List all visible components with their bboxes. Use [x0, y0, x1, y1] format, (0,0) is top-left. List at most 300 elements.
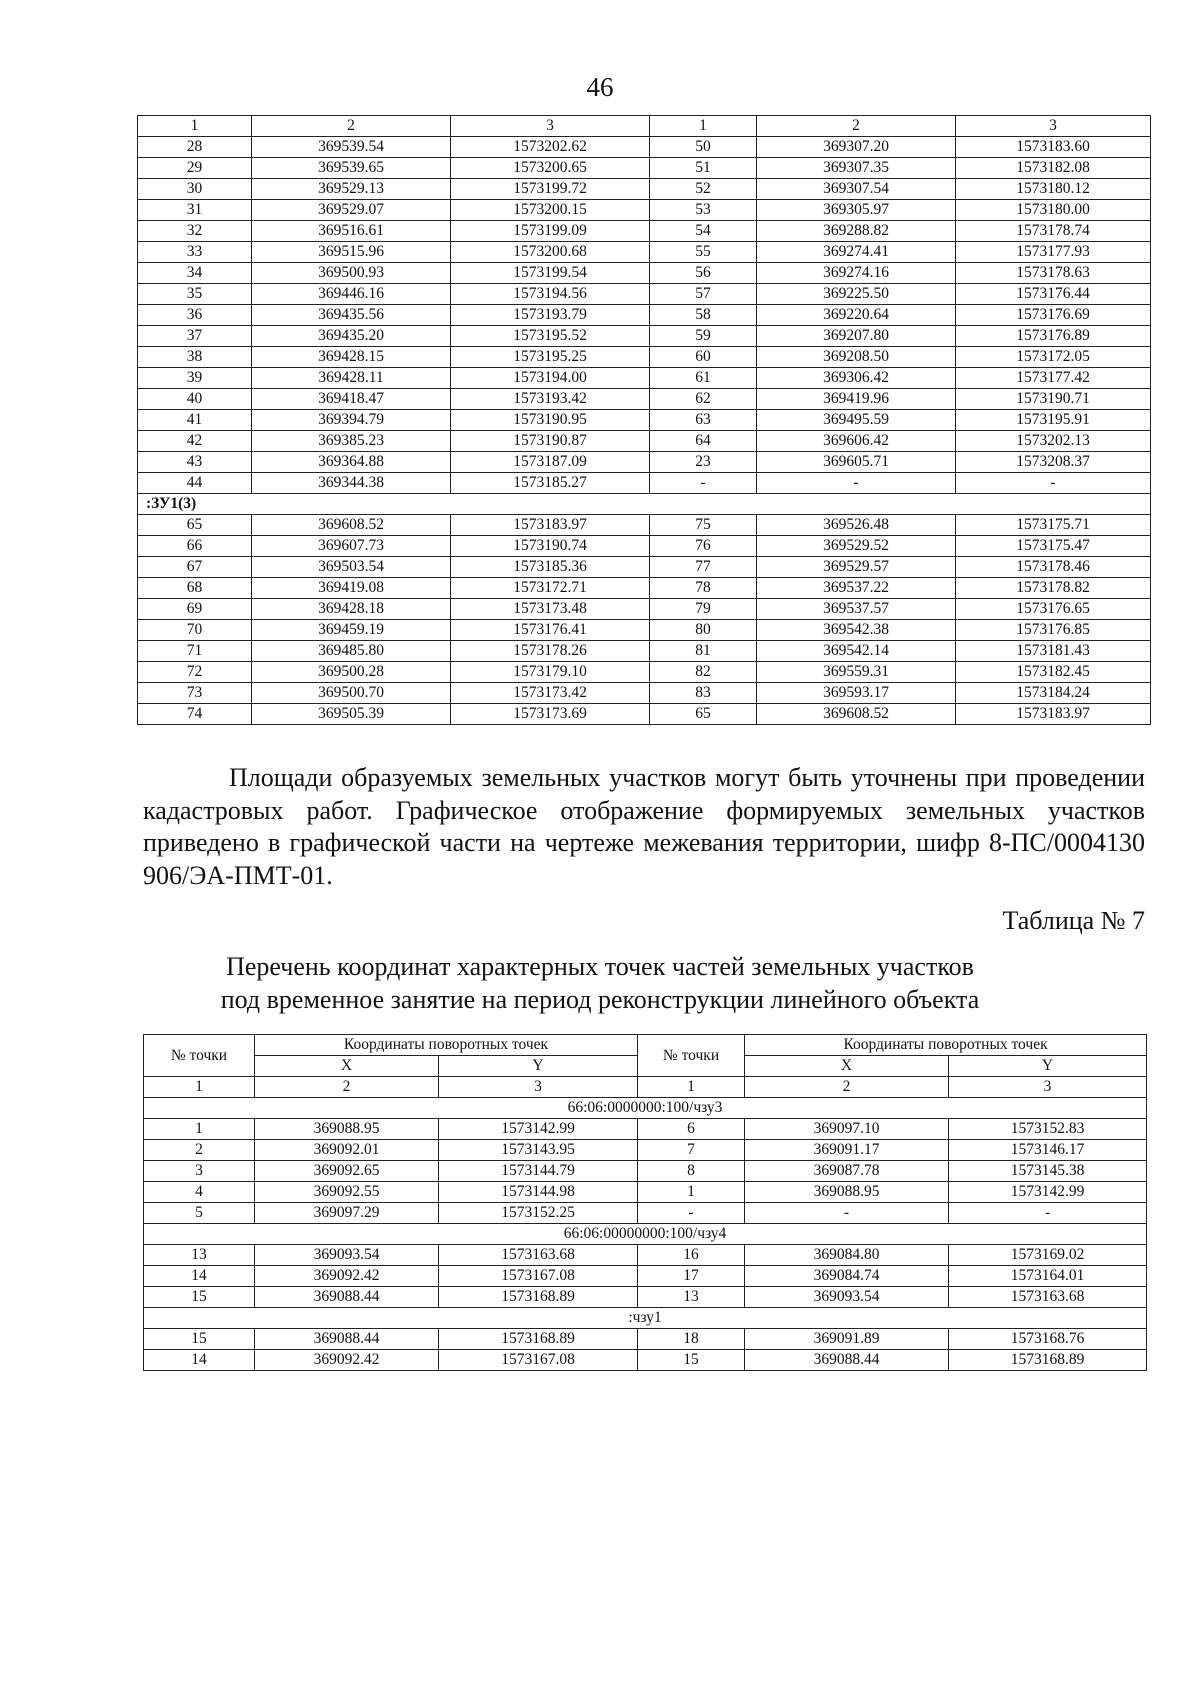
table-cell: 1573163.68: [949, 1287, 1147, 1308]
table-cell: 2: [144, 1140, 255, 1161]
table-cell: -: [949, 1203, 1147, 1224]
table-cell: 1573173.48: [451, 599, 650, 620]
table-cell: 1573190.95: [451, 410, 650, 431]
table-cell: 1573168.89: [439, 1329, 638, 1350]
table-cell: 369092.65: [255, 1161, 439, 1182]
table-cell: 1573183.60: [956, 137, 1151, 158]
table-cell: 1573178.26: [451, 641, 650, 662]
table-cell: 1573194.00: [451, 368, 650, 389]
column-number-row: [138, 116, 1151, 137]
table-cell: 23: [650, 452, 757, 473]
table-cell: 1573145.38: [949, 1161, 1147, 1182]
table-cell: 81: [650, 641, 757, 662]
table-cell: 369306.42: [757, 368, 956, 389]
table-cell: 369097.10: [745, 1119, 949, 1140]
table-cell: 1573185.36: [451, 557, 650, 578]
table-cell: -: [745, 1203, 949, 1224]
table-cell: 78: [650, 578, 757, 599]
table-row: [138, 284, 1151, 305]
table-number-label: Таблица № 7: [1002, 906, 1145, 935]
table-cell: 369593.17: [757, 683, 956, 704]
table-cell: 1573173.42: [451, 683, 650, 704]
table-cell: 369207.80: [757, 326, 956, 347]
table-row: [138, 557, 1151, 578]
section-label: 66:06:00000000:100/чзу4: [144, 1224, 1147, 1245]
table-cell: 1573152.83: [949, 1119, 1147, 1140]
table-cell: 1573163.68: [439, 1245, 638, 1266]
table-cell: 1573177.42: [956, 368, 1151, 389]
table-cell: 68: [138, 578, 252, 599]
table-cell: 1573190.71: [956, 389, 1151, 410]
table-row: [144, 1350, 1147, 1371]
table-cell: 1573175.47: [956, 536, 1151, 557]
table-cell: 3: [144, 1161, 255, 1182]
table-cell: 369608.52: [252, 515, 451, 536]
table-cell: 16: [638, 1245, 745, 1266]
table-cell: 18: [638, 1329, 745, 1350]
table-cell: 1573152.25: [439, 1203, 638, 1224]
table-cell: 369516.61: [252, 221, 451, 242]
section-row: [138, 494, 1151, 515]
table-cell: 369500.70: [252, 683, 451, 704]
table-row: [138, 242, 1151, 263]
table-title-line-1: Перечень координат характерных точек частей земельных участков: [226, 952, 974, 981]
table-cell: 369087.78: [745, 1161, 949, 1182]
table-cell: 369428.18: [252, 599, 451, 620]
table-row: [138, 158, 1151, 179]
table-cell: 369459.19: [252, 620, 451, 641]
table-cell: 67: [138, 557, 252, 578]
table-row: [144, 1266, 1147, 1287]
table-cell: 369495.59: [757, 410, 956, 431]
table-cell: 65: [650, 704, 757, 725]
table-cell: 369505.39: [252, 704, 451, 725]
table-cell: 369607.73: [252, 536, 451, 557]
table-row: [138, 368, 1151, 389]
table-cell: 369092.42: [255, 1266, 439, 1287]
table-cell: -: [638, 1203, 745, 1224]
table-cell: 1: [650, 116, 757, 137]
table-header-row: [144, 1035, 1147, 1056]
table-cell: 369419.08: [252, 578, 451, 599]
table-cell: 58: [650, 305, 757, 326]
table-cell: 369606.42: [757, 431, 956, 452]
table-cell: 1573143.95: [439, 1140, 638, 1161]
table-cell: 369394.79: [252, 410, 451, 431]
table-cell: 30: [138, 179, 252, 200]
table-cell: 3: [439, 1077, 638, 1098]
temporary-table-body: [144, 1035, 1147, 1371]
table-cell: 2: [255, 1077, 439, 1098]
table-cell: 6: [638, 1119, 745, 1140]
table-cell: 369091.89: [745, 1329, 949, 1350]
table-cell: 369092.01: [255, 1140, 439, 1161]
table-cell: 1: [144, 1077, 255, 1098]
table-cell: 369220.64: [757, 305, 956, 326]
table-cell: 369608.52: [757, 704, 956, 725]
table-cell: 369084.80: [745, 1245, 949, 1266]
table-row: [144, 1140, 1147, 1161]
table-row: [138, 578, 1151, 599]
table-cell: 369428.11: [252, 368, 451, 389]
table-cell: 1573180.12: [956, 179, 1151, 200]
table-cell: 369526.48: [757, 515, 956, 536]
table-cell: 1573176.44: [956, 284, 1151, 305]
table-cell: 1573195.52: [451, 326, 650, 347]
table-row: [138, 536, 1151, 557]
table-cell: 1573195.91: [956, 410, 1151, 431]
table-row: [138, 389, 1151, 410]
table-cell: 1573178.46: [956, 557, 1151, 578]
table-cell: 369088.95: [255, 1119, 439, 1140]
table-cell: 38: [138, 347, 252, 368]
table-cell: 51: [650, 158, 757, 179]
table-cell: 1573184.24: [956, 683, 1151, 704]
section-label: :чзу1: [144, 1308, 1147, 1329]
table-row: [138, 221, 1151, 242]
table-cell: 79: [650, 599, 757, 620]
table-cell: 14: [144, 1350, 255, 1371]
table-cell: 50: [650, 137, 757, 158]
table-cell: 1573195.25: [451, 347, 650, 368]
table-cell: 1573172.71: [451, 578, 650, 599]
table-cell: 44: [138, 473, 252, 494]
table-cell: 37: [138, 326, 252, 347]
table-cell: 1573187.09: [451, 452, 650, 473]
point-number-header: № точки: [638, 1035, 745, 1077]
table-cell: 1573199.72: [451, 179, 650, 200]
coordinates-header: Координаты поворотных точек: [255, 1035, 638, 1056]
table-cell: 369529.52: [757, 536, 956, 557]
table-cell: 32: [138, 221, 252, 242]
table-cell: 369542.14: [757, 641, 956, 662]
table-cell: 1573180.00: [956, 200, 1151, 221]
table-cell: 1573142.99: [439, 1119, 638, 1140]
table-cell: 1573168.89: [439, 1287, 638, 1308]
table-cell: 1573176.65: [956, 599, 1151, 620]
table-cell: 1573167.08: [439, 1266, 638, 1287]
table-cell: 1573183.97: [451, 515, 650, 536]
table-cell: 369092.42: [255, 1350, 439, 1371]
table-cell: 15: [638, 1350, 745, 1371]
table-cell: 53: [650, 200, 757, 221]
table-cell: 43: [138, 452, 252, 473]
coordinates-table-body: [138, 116, 1151, 725]
table-cell: 15: [144, 1329, 255, 1350]
table-cell: 369503.54: [252, 557, 451, 578]
table-cell: 1573185.27: [451, 473, 650, 494]
table-cell: 13: [144, 1245, 255, 1266]
table-cell: 34: [138, 263, 252, 284]
table-cell: 369500.28: [252, 662, 451, 683]
table-cell: 33: [138, 242, 252, 263]
section-label: :ЗУ1(3): [138, 494, 1151, 515]
table-cell: 1573199.54: [451, 263, 650, 284]
table-cell: 369500.93: [252, 263, 451, 284]
table-cell: 69: [138, 599, 252, 620]
table-cell: 76: [650, 536, 757, 557]
table-cell: 1573144.79: [439, 1161, 638, 1182]
coordinates-header: Координаты поворотных точек: [745, 1035, 1147, 1056]
table-cell: 39: [138, 368, 252, 389]
table-cell: 369208.50: [757, 347, 956, 368]
table-cell: 35: [138, 284, 252, 305]
x-header: X: [745, 1056, 949, 1077]
table-row: [144, 1203, 1147, 1224]
table-row: [138, 137, 1151, 158]
table-cell: 369091.17: [745, 1140, 949, 1161]
table-cell: 1573177.93: [956, 242, 1151, 263]
table-cell: 369225.50: [757, 284, 956, 305]
table-row: [144, 1245, 1147, 1266]
table-cell: 369307.20: [757, 137, 956, 158]
table-cell: 4: [144, 1182, 255, 1203]
table-row: [138, 452, 1151, 473]
table-cell: 36: [138, 305, 252, 326]
table-cell: 369529.07: [252, 200, 451, 221]
table-cell: 1573193.79: [451, 305, 650, 326]
table-row: [144, 1119, 1147, 1140]
table-cell: 15: [144, 1287, 255, 1308]
table-row: [144, 1329, 1147, 1350]
table-cell: 71: [138, 641, 252, 662]
table-cell: 1573199.09: [451, 221, 650, 242]
table-cell: 57: [650, 284, 757, 305]
table-row: [138, 683, 1151, 704]
table-cell: 1573178.74: [956, 221, 1151, 242]
table-cell: 369364.88: [252, 452, 451, 473]
table-cell: 369088.44: [745, 1350, 949, 1371]
table-cell: 52: [650, 179, 757, 200]
group-label-row: [144, 1224, 1147, 1245]
table-cell: 369485.80: [252, 641, 451, 662]
table-row: [138, 599, 1151, 620]
table-cell: -: [650, 473, 757, 494]
column-number-row: [144, 1077, 1147, 1098]
table-cell: 70: [138, 620, 252, 641]
coordinates-table-continued: [137, 115, 1151, 725]
table-cell: 17: [638, 1266, 745, 1287]
table-cell: 64: [650, 431, 757, 452]
table-cell: 42: [138, 431, 252, 452]
table-cell: 74: [138, 704, 252, 725]
table-cell: 65: [138, 515, 252, 536]
table-cell: 62: [650, 389, 757, 410]
table-cell: 369428.15: [252, 347, 451, 368]
table-cell: 369097.29: [255, 1203, 439, 1224]
table-cell: 369435.56: [252, 305, 451, 326]
table-cell: 7: [638, 1140, 745, 1161]
table-row: [138, 515, 1151, 536]
table-row: [138, 473, 1151, 494]
table-cell: 1573164.01: [949, 1266, 1147, 1287]
table-cell: 1573181.43: [956, 641, 1151, 662]
table-cell: -: [956, 473, 1151, 494]
table-cell: 369539.54: [252, 137, 451, 158]
table-cell: 13: [638, 1287, 745, 1308]
table-cell: 1573142.99: [949, 1182, 1147, 1203]
table-row: [144, 1182, 1147, 1203]
table-cell: 77: [650, 557, 757, 578]
table-cell: 369529.57: [757, 557, 956, 578]
table-cell: 1573208.37: [956, 452, 1151, 473]
section-label: 66:06:0000000:100/чзу3: [144, 1098, 1147, 1119]
y-header: Y: [949, 1056, 1147, 1077]
table-title-line-2: под временное занятие на период реконструкции линейного объекта: [220, 985, 980, 1014]
table-cell: 1: [144, 1119, 255, 1140]
table-row: [138, 347, 1151, 368]
table-cell: 369515.96: [252, 242, 451, 263]
table-cell: 83: [650, 683, 757, 704]
table-cell: 61: [650, 368, 757, 389]
table-cell: 80: [650, 620, 757, 641]
table-cell: 1573169.02: [949, 1245, 1147, 1266]
table-cell: 31: [138, 200, 252, 221]
body-paragraph: Площади образуемых земельных участков могут быть уточнены при проведении кадастровых работ. Графическое отображение формируемых земельных участков приведено в графической части на чертеже межевания территории, шифр 8-ПС/0004130 906/ЭА-ПМТ-01.: [143, 763, 1145, 890]
table-cell: 1573178.63: [956, 263, 1151, 284]
table-cell: 1573176.89: [956, 326, 1151, 347]
table-cell: 5: [144, 1203, 255, 1224]
table-cell: 59: [650, 326, 757, 347]
table-cell: 82: [650, 662, 757, 683]
table-cell: 369274.16: [757, 263, 956, 284]
table-cell: 1573144.98: [439, 1182, 638, 1203]
table-cell: 1573176.41: [451, 620, 650, 641]
table-cell: 369419.96: [757, 389, 956, 410]
table-cell: 1: [638, 1077, 745, 1098]
table-cell: 1573172.05: [956, 347, 1151, 368]
temporary-occupation-coordinates-table: [143, 1034, 1147, 1371]
table-cell: 56: [650, 263, 757, 284]
table-cell: 41: [138, 410, 252, 431]
table-row: [138, 263, 1151, 284]
table-cell: 75: [650, 515, 757, 536]
table-cell: 1: [138, 116, 252, 137]
table-row: [138, 305, 1151, 326]
table-cell: 1573190.74: [451, 536, 650, 557]
table-cell: 1573168.89: [949, 1350, 1147, 1371]
group-label-row: [144, 1098, 1147, 1119]
table-cell: 1573193.42: [451, 389, 650, 410]
table-cell: 2: [745, 1077, 949, 1098]
table-cell: 1573202.13: [956, 431, 1151, 452]
table-cell: 1573202.62: [451, 137, 650, 158]
point-number-header: № точки: [144, 1035, 255, 1077]
table-cell: 1573167.08: [439, 1350, 638, 1371]
table-cell: 369605.71: [757, 452, 956, 473]
table-cell: 3: [451, 116, 650, 137]
table-cell: 1573176.85: [956, 620, 1151, 641]
table-row: [138, 641, 1151, 662]
table-cell: 60: [650, 347, 757, 368]
table-cell: 369435.20: [252, 326, 451, 347]
table-cell: 369288.82: [757, 221, 956, 242]
table-row: [138, 620, 1151, 641]
table-cell: 369542.38: [757, 620, 956, 641]
table-cell: 1573190.87: [451, 431, 650, 452]
table-row: [138, 410, 1151, 431]
table-row: [144, 1287, 1147, 1308]
table-cell: 40: [138, 389, 252, 410]
table-cell: 1573178.82: [956, 578, 1151, 599]
table-cell: 1573168.76: [949, 1329, 1147, 1350]
table-cell: 369307.54: [757, 179, 956, 200]
table-cell: 14: [144, 1266, 255, 1287]
table-cell: 1573173.69: [451, 704, 650, 725]
table-cell: 369274.41: [757, 242, 956, 263]
table-cell: 369559.31: [757, 662, 956, 683]
y-header: Y: [439, 1056, 638, 1077]
table-cell: 3: [949, 1077, 1147, 1098]
table-cell: 369537.22: [757, 578, 956, 599]
table-cell: 369344.38: [252, 473, 451, 494]
table-cell: 55: [650, 242, 757, 263]
table-row: [138, 704, 1151, 725]
table-row: [138, 662, 1151, 683]
table-cell: 1573194.56: [451, 284, 650, 305]
table-cell: 28: [138, 137, 252, 158]
table-cell: 369539.65: [252, 158, 451, 179]
table-row: [138, 200, 1151, 221]
table-cell: 3: [956, 116, 1151, 137]
table-cell: 66: [138, 536, 252, 557]
table-cell: 2: [252, 116, 451, 137]
table-cell: 54: [650, 221, 757, 242]
table-cell: 1573176.69: [956, 305, 1151, 326]
table-cell: 1573179.10: [451, 662, 650, 683]
table-cell: 1573200.68: [451, 242, 650, 263]
table-cell: 2: [757, 116, 956, 137]
table-cell: 369088.44: [255, 1287, 439, 1308]
table-cell: 369385.23: [252, 431, 451, 452]
table-cell: 369446.16: [252, 284, 451, 305]
table-title: [0, 950, 1200, 1016]
x-header: X: [255, 1056, 439, 1077]
table-cell: -: [757, 473, 956, 494]
table-cell: 369093.54: [255, 1245, 439, 1266]
table-cell: 1573200.65: [451, 158, 650, 179]
table-cell: 1573183.97: [956, 704, 1151, 725]
table-cell: 72: [138, 662, 252, 683]
table-cell: 369305.97: [757, 200, 956, 221]
table-cell: 369084.74: [745, 1266, 949, 1287]
table-cell: 369418.47: [252, 389, 451, 410]
table-cell: 369088.44: [255, 1329, 439, 1350]
table-row: [144, 1161, 1147, 1182]
table-cell: 369307.35: [757, 158, 956, 179]
table-cell: 1573182.08: [956, 158, 1151, 179]
table-row: [138, 431, 1151, 452]
group-label-row: [144, 1308, 1147, 1329]
table-cell: 8: [638, 1161, 745, 1182]
table-row: [138, 326, 1151, 347]
table-cell: 1: [638, 1182, 745, 1203]
table-cell: 1573182.45: [956, 662, 1151, 683]
table-cell: 1573146.17: [949, 1140, 1147, 1161]
page-number: 46: [586, 72, 614, 102]
table-cell: 369093.54: [745, 1287, 949, 1308]
table-cell: 369537.57: [757, 599, 956, 620]
table-cell: 1573200.15: [451, 200, 650, 221]
table-cell: 1573175.71: [956, 515, 1151, 536]
table-cell: 73: [138, 683, 252, 704]
table-cell: 63: [650, 410, 757, 431]
table-cell: 369088.95: [745, 1182, 949, 1203]
table-cell: 29: [138, 158, 252, 179]
table-cell: 369529.13: [252, 179, 451, 200]
table-row: [138, 179, 1151, 200]
table-cell: 369092.55: [255, 1182, 439, 1203]
